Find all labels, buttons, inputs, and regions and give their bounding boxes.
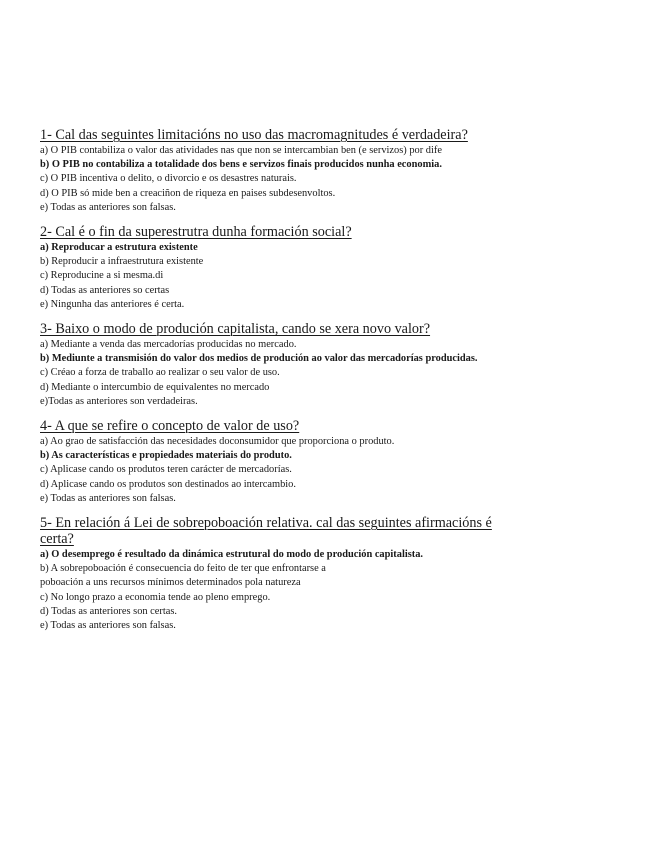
option-c: c) Aplicase cando os produtos teren carácter de mercadorías. [40, 464, 292, 476]
option-b-continuation: poboación a uns recursos mínimos determinados pola natureza [40, 577, 301, 589]
option-a: a) Mediante a venda das mercadorías producidas no mercado. [40, 339, 297, 351]
option-d: d) Todas as anteriores so certas [40, 284, 170, 296]
option-c: c) O PIB incentiva o delito, o divorcio e os desastres naturais. [40, 173, 297, 185]
question-1 [40, 127, 620, 215]
option-b: b) As características e propiedades materiais do produto. [40, 450, 292, 462]
question-2 [40, 224, 620, 312]
option-c: c) Créao a forza de traballo ao realizar o seu valor de uso. [40, 367, 280, 379]
quiz-content [40, 127, 620, 642]
option-a: a) Reproducar a estrutura existente [40, 242, 198, 254]
option-b: b) O PIB no contabiliza a totalidade dos bens e servizos finais producidos nunha economia. [40, 159, 442, 171]
question-title: 3- Baixo o modo de produción capitalista, cando se xera novo valor? [40, 321, 431, 338]
option-a: a) O PIB contabiliza o valor das atividades nas que non se intercambian ben (e servizos) por dife [40, 145, 442, 156]
option-d: d) Aplicase cando os produtos son destinados ao intercambio. [40, 478, 296, 490]
option-e: e) Ningunha das anteriores é certa. [40, 298, 185, 310]
option-a: a) Ao grao de satisfacción das necesidades doconsumidor que proporciona o produto. [40, 436, 395, 448]
question-title: 2- Cal é o fin da superestrutra dunha formación social? [40, 224, 352, 241]
option-e: e)Todas as anteriores son verdadeiras. [40, 395, 198, 407]
option-e: e) Todas as anteriores son falsas. [40, 492, 176, 504]
option-d: d) O PIB só mide ben a creaciñon de riqueza en paises subdesenvoltos. [40, 187, 336, 199]
question-4 [40, 418, 620, 506]
option-d: d) Mediante o intercumbio de equivalentes no mercado [40, 381, 270, 393]
option-c: c) No longo prazo a economia tende ao pleno emprego. [40, 591, 271, 603]
option-b: b) Reproducir a infraestrutura existente [40, 256, 204, 268]
option-a: a) O desemprego é resultado da dinámica estrutural do modo de produción capitalista. [40, 549, 424, 561]
question-3 [40, 321, 620, 409]
question-title: 1- Cal das seguintes limitacións no uso das macromagnitudes é verdadeira? [40, 127, 468, 143]
option-b: b) Mediunte a transmisión do valor dos medios de produción ao valor das mercadorías producidas. [40, 353, 478, 365]
question-5 [40, 515, 620, 633]
option-d: d) Todas as anteriores son certas. [40, 605, 178, 617]
question-title: 5- En relación á Lei de sobrepoboación relativa. cal das seguintes afirmacións é certa? [40, 515, 492, 548]
option-c: c) Reproducine a si mesma.di [40, 270, 164, 282]
option-e: e) Todas as anteriores son falsas. [40, 620, 176, 632]
option-b: b) A sobrepoboación é consecuencia do feito de ter que enfrontarse a [40, 563, 326, 575]
question-title: 4- A que se refire o concepto de valor de uso? [40, 418, 300, 435]
option-e: e) Todas as anteriores son falsas. [40, 201, 176, 213]
